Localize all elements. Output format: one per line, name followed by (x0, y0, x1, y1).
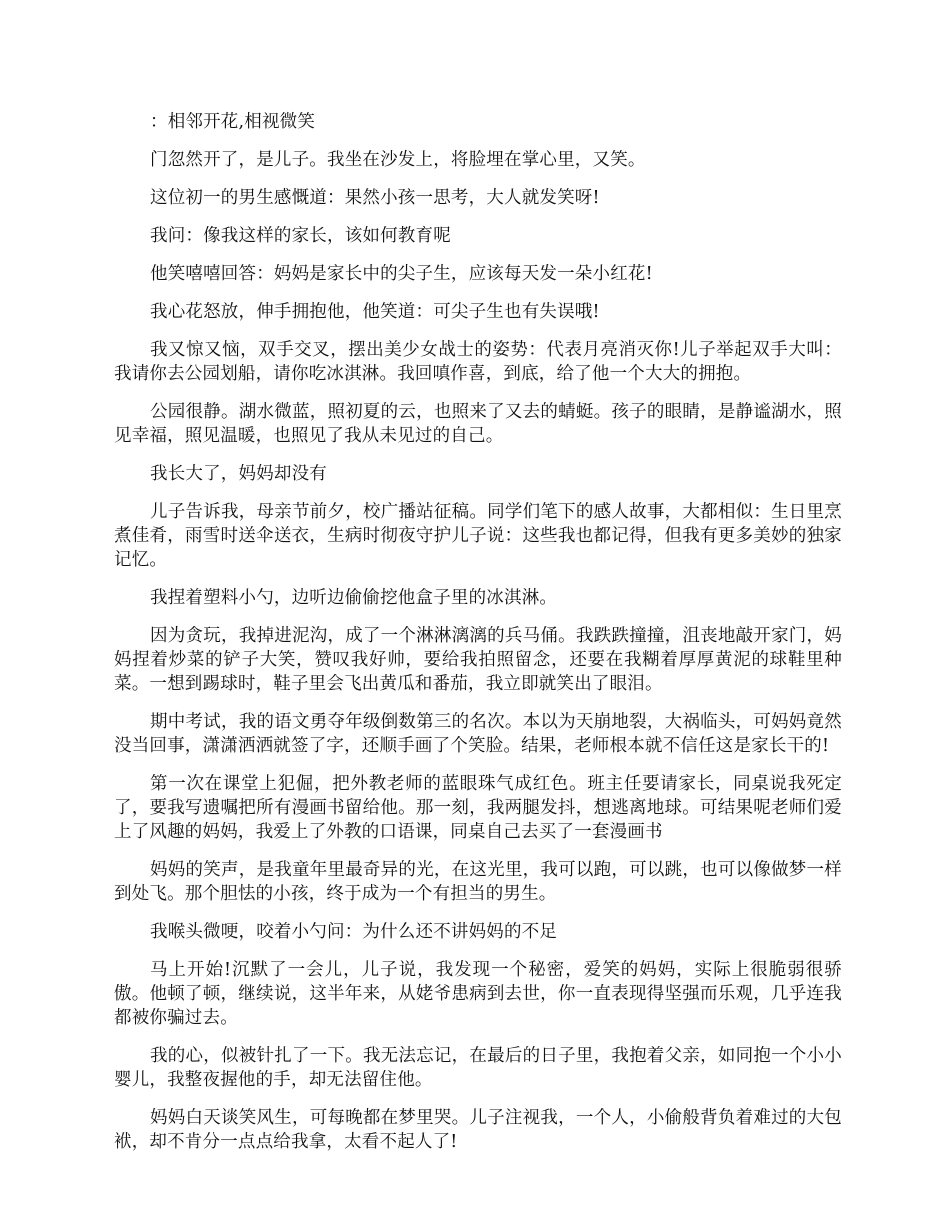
paragraph: 他笑嘻嘻回答：妈妈是家长中的尖子生，应该每天发一朵小红花! (150, 264, 653, 284)
paragraph: 我捏着塑料小勺，边听边偷偷挖他盒子里的冰淇淋。 (150, 588, 558, 608)
paragraph: 妈妈白天谈笑风生，可每晚都在梦里哭。儿子注视我，一个人，小偷般背负着难过的大包袱，却不肯分一点点给我拿，太看不起人了! (114, 1108, 842, 1152)
paragraph: 我喉头微哽，咬着小勺问：为什么还不讲妈妈的不足 (150, 922, 558, 942)
paragraph: 马上开始!沉默了一会儿，儿子说，我发现一个秘密，爱笑的妈妈，实际上很脆弱很骄傲。他顿了顿，继续说，这半年来，从姥爷患病到去世，你一直表现得坚强而乐观，几乎连我都被你骗过去。 (114, 960, 842, 1028)
paragraph: 儿子告诉我，母亲节前夕，校广播站征稿。同学们笔下的感人故事，大都相似：生日里烹煮佳肴，雨雪时送伞送衣，生病时彻夜守护儿子说：这些我也都记得，但我有更多美妙的独家记忆。 (114, 502, 842, 570)
paragraph: 期中考试，我的语文勇夺年级倒数第三的名次。本以为天崩地裂，大祸临头，可妈妈竟然没当回事，潇潇洒洒就签了字，还顺手画了个笑脸。结果，老师根本就不信任这是家长干的! (114, 712, 842, 756)
paragraph: 第一次在课堂上犯倔，把外教老师的蓝眼珠气成红色。班主任要请家长，同桌说我死定了，要我写遗嘱把所有漫画书留给他。那一刻，我两腿发抖，想逃离地球。可结果呢老师们爱上了风趣的妈妈，我爱上了外教的口语课，同桌自己去买了一套漫画书 (114, 774, 842, 842)
paragraph: 我心花怒放，伸手拥抱他，他笑道：可尖子生也有失误哦! (150, 302, 600, 322)
document-body (114, 110, 842, 1168)
paragraph: 因为贪玩，我掉进泥沟，成了一个淋淋漓漓的兵马俑。我跌跌撞撞，沮丧地敲开家门，妈妈捏着炒菜的铲子大笑，赞叹我好帅，要给我拍照留念，还要在我糊着厚厚黄泥的球鞋里种菜。一想到踢球时，鞋子里会飞出黄瓜和番茄，我立即就笑出了眼泪。 (114, 626, 842, 694)
paragraph: 我问：像我这样的家长，该如何教育呢 (150, 226, 451, 246)
paragraph: 我又惊又恼，双手交叉，摆出美少女战士的姿势：代表月亮消灭你!儿子举起双手大叫：我请你去公园划船，请你吃冰淇淋。我回嗔作喜，到底，给了他一个大大的拥抱。 (114, 340, 842, 384)
paragraph: 这位初一的男生感慨道：果然小孩一思考，大人就发笑呀! (150, 188, 600, 208)
paragraph: 公园很静。湖水微蓝，照初夏的云，也照来了又去的蜻蜓。孩子的眼睛，是静谧湖水，照见幸福，照见温暖，也照见了我从未见过的自己。 (114, 402, 842, 446)
paragraph: ：相邻开花,相视微笑 (150, 112, 316, 132)
paragraph: 门忽然开了，是儿子。我坐在沙发上，将脸埋在掌心里，又笑。 (150, 150, 646, 170)
paragraph: 我长大了，妈妈却没有 (150, 464, 327, 484)
paragraph: 我的心，似被针扎了一下。我无法忘记，在最后的日子里，我抱着父亲，如同抱一个小小婴儿，我整夜握他的手，却无法留住他。 (114, 1046, 842, 1090)
paragraph: 妈妈的笑声，是我童年里最奇异的光，在这光里，我可以跑，可以跳，也可以像做梦一样到处飞。那个胆怯的小孩，终于成为一个有担当的男生。 (114, 860, 842, 904)
